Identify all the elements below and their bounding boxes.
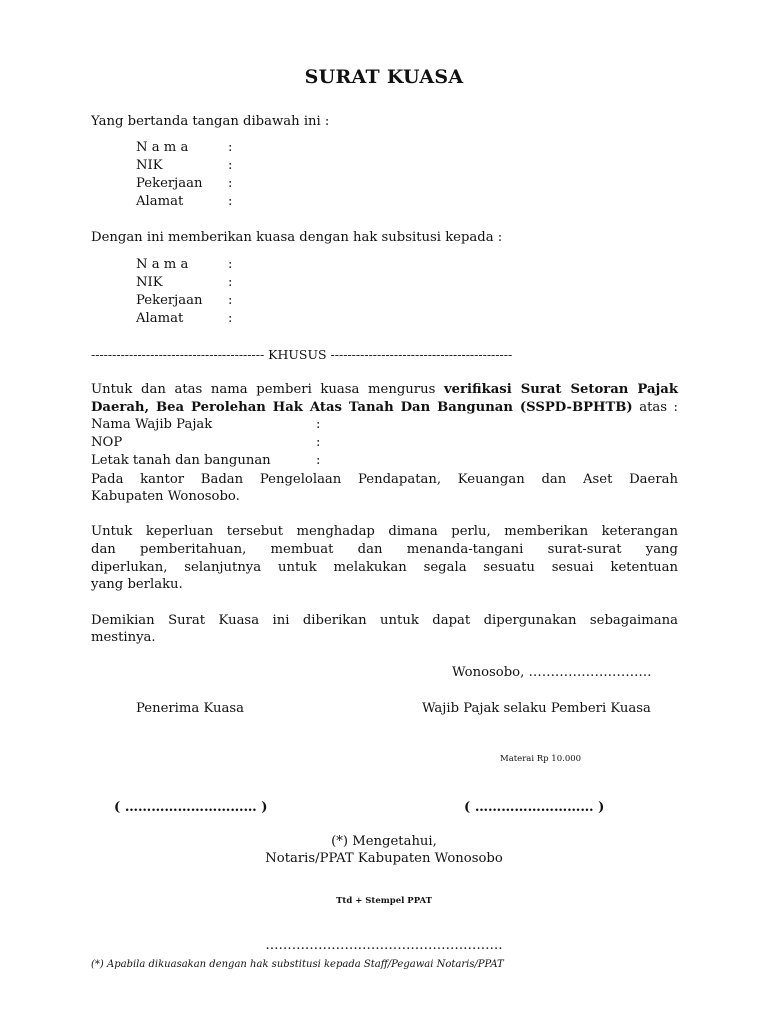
grantor-nik-row — [0, 158, 768, 176]
field-label: NIK — [136, 158, 163, 173]
field-colon: : — [228, 275, 233, 290]
field-colon: : — [228, 140, 233, 155]
acknowledge-text: (*) Mengetahui, — [331, 834, 437, 849]
field-colon: : — [228, 194, 233, 209]
grantee-job-row — [0, 293, 768, 311]
signature-stamp-note: Ttd + Stempel PPAT — [336, 896, 432, 906]
grantor-address-row — [0, 194, 768, 212]
grantee-address-row — [0, 311, 768, 329]
field-colon: : — [228, 176, 233, 191]
office-line-2: Kabupaten Wonosobo. — [91, 489, 240, 504]
purpose-line-2 — [91, 399, 678, 417]
grantor-label: Wajib Pajak selaku Pemberi Kuasa — [422, 701, 651, 716]
field-colon: : — [316, 435, 321, 450]
grant-statement: Dengan ini memberikan kuasa dengan hak subsitusi kepada : — [91, 230, 503, 245]
office-line-1: Pada kantor Badan Pengelolaan Pendapatan, Keuangan dan Aset Daerah — [91, 472, 678, 487]
field-colon: : — [228, 311, 233, 326]
para3-line-2: mestinya. — [91, 630, 156, 645]
field-colon: : — [228, 293, 233, 308]
para2-line-1: Untuk keperluan tersebut menghadap dimana perlu, memberikan keterangan — [91, 524, 678, 539]
nop-row — [0, 435, 768, 453]
field-label: N a m a — [136, 257, 189, 272]
field-label: Alamat — [136, 311, 184, 326]
intro-text: Yang bertanda tangan dibawah ini : — [91, 114, 330, 129]
grantee-name-row — [0, 257, 768, 275]
purpose-text: Untuk dan atas nama pemberi kuasa mengurus — [91, 382, 444, 397]
footnote: (*) Apabila dikuasakan dengan hak substitusi kepada Staff/Pegawai Notaris/PPAT — [91, 959, 504, 970]
stamp-duty-note: Materai Rp 10.000 — [500, 754, 582, 764]
field-colon: : — [316, 417, 321, 432]
place-date: Wonosobo, ………………………. — [452, 665, 652, 680]
recipient-signature-line: ( ………………………… ) — [114, 800, 268, 815]
purpose-line-1 — [91, 381, 678, 399]
field-label: Pekerjaan — [136, 293, 203, 308]
para2-line-2: dan pemberitahuan, membuat dan menanda-tangani surat-surat yang — [91, 542, 678, 557]
field-label: N a m a — [136, 140, 189, 155]
field-label: Letak tanah dan bangunan — [91, 453, 271, 468]
grantor-name-row — [0, 140, 768, 158]
purpose-bold-text: Daerah, Bea Perolehan Hak Atas Tanah Dan Bangunan (SSPD-BPHTB) — [91, 400, 633, 415]
para2-line-4: yang berlaku. — [91, 577, 183, 592]
field-colon: : — [228, 158, 233, 173]
grantee-nik-row — [0, 275, 768, 293]
notary-signature-line: ……………………………………………… — [265, 938, 503, 953]
field-label: Pekerjaan — [136, 176, 203, 191]
purpose-text: atas : — [632, 400, 678, 415]
purpose-bold-text: verifikasi Surat Setoran Pajak — [444, 382, 678, 397]
field-label: NIK — [136, 275, 163, 290]
taxpayer-name-row — [0, 417, 768, 435]
khusus-divider: ----------------------------------------- KHUSUS ------------------------------------------- — [91, 347, 513, 362]
field-label: NOP — [91, 435, 123, 450]
grantor-job-row — [0, 176, 768, 194]
field-colon: : — [228, 257, 233, 272]
field-colon: : — [316, 453, 321, 468]
notary-title: Notaris/PPAT Kabupaten Wonosobo — [265, 851, 503, 866]
document-title: SURAT KUASA — [304, 66, 464, 88]
grantor-signature-line: ( ……………………… ) — [464, 800, 605, 815]
para3-line-1: Demikian Surat Kuasa ini diberikan untuk dapat dipergunakan sebagaimana — [91, 613, 678, 628]
recipient-label: Penerima Kuasa — [136, 701, 245, 716]
field-label: Alamat — [136, 194, 184, 209]
para2-line-3: diperlukan, selanjutnya untuk melakukan segala sesuatu sesuai ketentuan — [91, 560, 678, 575]
field-label: Nama Wajib Pajak — [91, 417, 213, 432]
land-location-row — [0, 453, 768, 471]
